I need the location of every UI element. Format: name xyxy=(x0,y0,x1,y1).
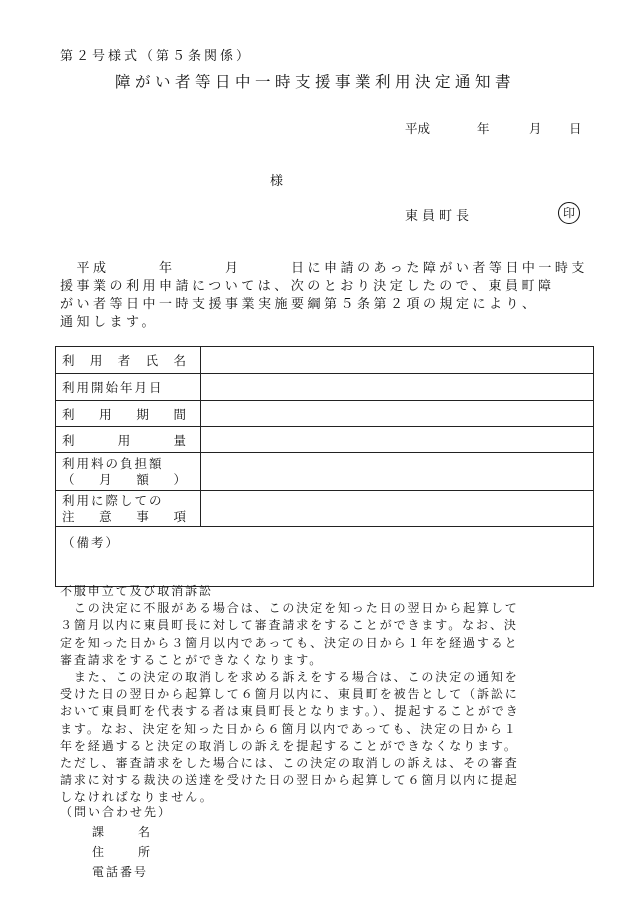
notice-line: 定を知った日から３箇月以内であっても、決定の日から１年を経過すると xyxy=(60,635,519,650)
label-period: 利 用 期 間 xyxy=(56,401,201,427)
notice-line: この決定に不服がある場合は、この決定を知った日の翌日から起算して xyxy=(60,601,519,616)
notice-line: 年を経過すると決定の取消しの訴えを提起することができなくなります。 xyxy=(60,738,518,753)
date-line xyxy=(405,119,582,137)
body-line: 平成 年 月 日に申請のあった障がい者等日中一時支 xyxy=(60,261,588,276)
notice-heading: 不服申立て及び取消訴訟 xyxy=(60,584,213,598)
value-amount[interactable] xyxy=(201,427,594,453)
body-line: 通知します。 xyxy=(60,315,158,330)
notice-line: しなければなりません。 xyxy=(60,790,214,805)
document-title: 障がい者等日中一時支援事業利用決定通知書 xyxy=(114,73,515,91)
date-year: 年 xyxy=(477,121,490,136)
value-notes[interactable] xyxy=(201,491,594,527)
notification-body xyxy=(60,260,588,332)
notice-line: おいて東員町を代表する者は東員町長となります。）、提起することができ xyxy=(60,704,520,719)
date-day: 日 xyxy=(569,121,582,136)
form-number: 第２号様式（第５条関係） xyxy=(60,49,253,64)
notice-line: 請求に対する裁決の送達を受けた日の翌日から起算して６箇月以内に提起 xyxy=(60,773,519,788)
value-user-name[interactable] xyxy=(201,347,594,374)
date-era: 平成 xyxy=(405,121,431,136)
date-month: 月 xyxy=(529,121,542,136)
label-amount: 利 用 量 xyxy=(56,427,201,453)
issuer-name: 東員町長 xyxy=(405,209,474,224)
contact-phone: 電話番号 xyxy=(92,865,149,879)
notice-line: 審査請求をすることができなくなります。 xyxy=(60,652,324,667)
remarks-label: （備考） xyxy=(62,535,121,550)
contact-heading: （問い合わせ先） xyxy=(60,805,173,819)
notice-line: ます。なお、決定を知った日から６箇月以内であっても、決定の日から１ xyxy=(60,721,518,736)
value-fee[interactable] xyxy=(201,453,594,491)
addressee-suffix: 様 xyxy=(270,174,284,189)
label-start-date: 利用開始年月日 xyxy=(56,374,201,401)
notice-line: ただし、審査請求をした場合には、この決定の取消しの訴えは、その審査 xyxy=(60,756,519,771)
appeal-notice xyxy=(60,583,520,807)
notice-line: また、この決定の取消しを求める訴えをする場合は、この決定の通知を xyxy=(60,670,519,685)
decision-table xyxy=(55,346,594,587)
value-period[interactable] xyxy=(201,401,594,427)
label-fee: 利用料の負担額 （ 月 額 ） xyxy=(56,453,201,491)
notice-line: ３箇月以内に東員町長に対して審査請求をすることができます。なお、決 xyxy=(60,618,518,633)
label-notes: 利用に際しての 注 意 事 項 xyxy=(56,491,201,527)
remarks-box[interactable] xyxy=(56,527,594,587)
contact-section: 課 名 xyxy=(92,825,152,839)
notice-line: 受けた日の翌日から起算して６箇月以内に、東員町を被告として（訴訟に xyxy=(60,687,519,702)
contact-info xyxy=(60,802,172,882)
label-user-name: 利 用 者 氏 名 xyxy=(56,347,201,374)
body-line: 援事業の利用申請については、次のとおり決定したので、東員町障 xyxy=(60,279,555,294)
contact-address: 住 所 xyxy=(92,845,152,859)
seal-mark: 印 xyxy=(558,202,580,224)
value-start-date[interactable] xyxy=(201,374,594,401)
body-line: がい者等日中一時支援事業実施要綱第５条第２項の規定により、 xyxy=(60,297,539,312)
